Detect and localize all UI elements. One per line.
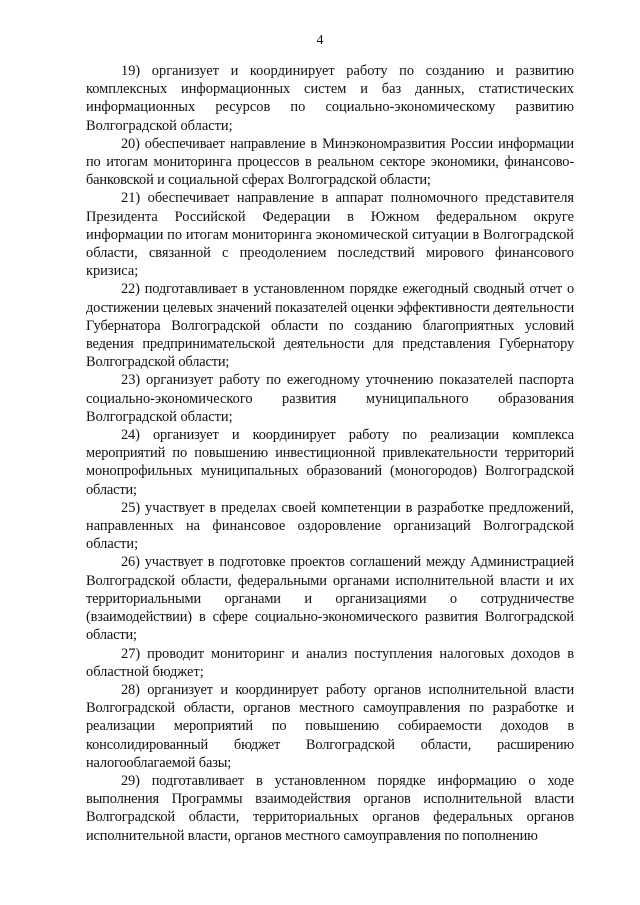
page-number: 4 — [316, 33, 324, 48]
paragraph-22: 22) подготавливает в установленном порядке ежегодный сводный отчет о достижении целевых значений показателей оценки эффективности деятельности Губернатора Волгоградской области по созданию благоприятных условий ведения предпринимательской деятельности для представления Губернатору Волгоградской области; — [86, 281, 574, 371]
document-body — [86, 62, 574, 845]
paragraph-24: 24) организует и координирует работу по реализации комплекса мероприятий по повышению инвестиционной привлекательности территорий монопрофильных муниципальных образований (моногородов) Волгоградской области; — [86, 427, 574, 498]
paragraph-20: 20) обеспечивает направление в Минэкономразвития России информации по итогам мониторинга процессов в реальном секторе экономики, финансово-банковской и социальной сферах Волгоградской области; — [86, 135, 574, 189]
paragraph-23: 23) организует работу по ежегодному уточнению показателей паспорта социально-экономического развития муниципального образования Волгоградской области; — [86, 372, 574, 425]
paragraph-21: 21) обеспечивает направление в аппарат полномочного представителя Президента Российской Федерации в Южном федеральном округе информации по итогам мониторинга экономической ситуации в Волгоградской области, связанной с преодолением последствий мирового финансового кризиса; — [86, 190, 574, 280]
paragraph-27: 27) проводит мониторинг и анализ поступления налоговых доходов в областной бюджет; — [86, 645, 574, 680]
paragraph-25: 25) участвует в пределах своей компетенции в разработке предложений, направленных на финансовое оздоровление организаций Волгоградской области; — [86, 499, 574, 553]
paragraph-26: 26) участвует в подготовке проектов соглашений между Администрацией Волгоградской области, федеральными органами исполнительной власти и их территориальными органами и организациями о сотрудничестве (взаимодействии) в сфере социально-экономического развития Волгоградской области; — [86, 554, 574, 644]
paragraph-28: 28) организует и координирует работу органов исполнительной власти Волгоградской области, органов местного самоуправления по разработке и реализации мероприятий по повышению собираемости доходов в консолидированный бюджет Волгоградской области, расширению налогооблагаемой базы; — [86, 681, 574, 771]
paragraph-29: 29) подготавливает в установленном порядке информацию о ходе выполнения Программы взаимодействия органов исполнительной власти Волгоградской области, территориальных органов федеральных органов исполнительной власти, органов местного самоуправления по пополнению — [86, 772, 574, 844]
paragraph-19: 19) организует и координирует работу по созданию и развитию комплексных информационных систем и баз данных, статистических информационных ресурсов по социально-экономическому развитию Волгоградской области; — [86, 63, 574, 134]
